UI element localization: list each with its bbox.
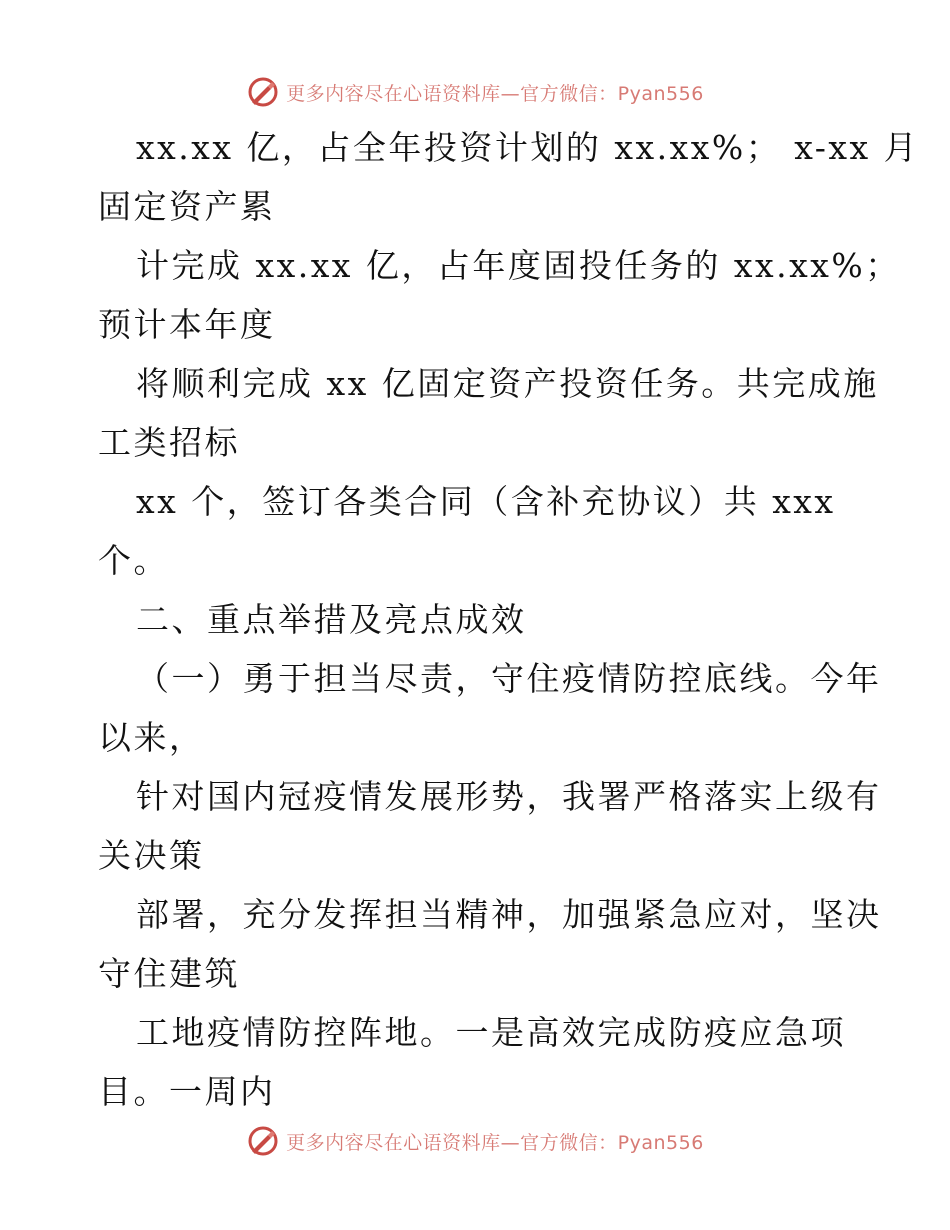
paragraph — [98, 354, 879, 472]
heading-line: 二、重点举措及亮点成效 — [136, 600, 527, 639]
text-line: 计完成 xx.xx 亿，占年度固投任务的 xx.xx%； — [136, 246, 901, 285]
document-body — [98, 118, 920, 1121]
text-line: 工类招标 — [98, 423, 240, 462]
pen-logo-icon — [246, 1124, 280, 1158]
pen-logo-icon — [246, 75, 280, 109]
watermark-text: 更多内容尽在心语资料库—官方微信：Pyan556 — [286, 1131, 704, 1154]
text-line: 将顺利完成 xx 亿固定资产投资任务。共完成施 — [136, 364, 879, 403]
paragraph — [98, 885, 882, 1003]
paragraph — [98, 1003, 858, 1121]
text-line: xx 个，签订各类合同（含补充协议）共 xxx — [136, 482, 836, 521]
text-line: xx.xx 亿，占全年投资计划的 xx.xx%； x-xx 月 — [136, 128, 920, 167]
watermark-header — [0, 70, 950, 114]
paragraph — [98, 236, 901, 354]
watermark-footer — [0, 1119, 950, 1163]
text-line: 关决策 — [98, 836, 205, 875]
paragraph — [98, 767, 882, 885]
paragraph — [98, 649, 882, 767]
text-line: 以来， — [98, 718, 205, 757]
text-line: 工地疫情防控阵地。一是高效完成防疫应急项 — [136, 1013, 846, 1052]
text-line: 针对国内冠疫情发展形势，我署严格落实上级有 — [136, 777, 882, 816]
text-line: （一）勇于担当尽责，守住疫情防控底线。今年 — [136, 659, 882, 698]
text-line: 预计本年度 — [98, 305, 276, 344]
paragraph — [98, 472, 858, 590]
text-line: 守住建筑 — [98, 954, 240, 993]
section-heading — [98, 590, 858, 649]
text-line: 固定资产累 — [98, 187, 276, 226]
text-line: 部署，充分发挥担当精神，加强紧急应对，坚决 — [136, 895, 882, 934]
watermark-text: 更多内容尽在心语资料库—官方微信：Pyan556 — [286, 82, 704, 105]
text-line: 个。 — [98, 541, 169, 580]
text-line: 目。一周内 — [98, 1072, 276, 1111]
paragraph — [98, 118, 920, 236]
